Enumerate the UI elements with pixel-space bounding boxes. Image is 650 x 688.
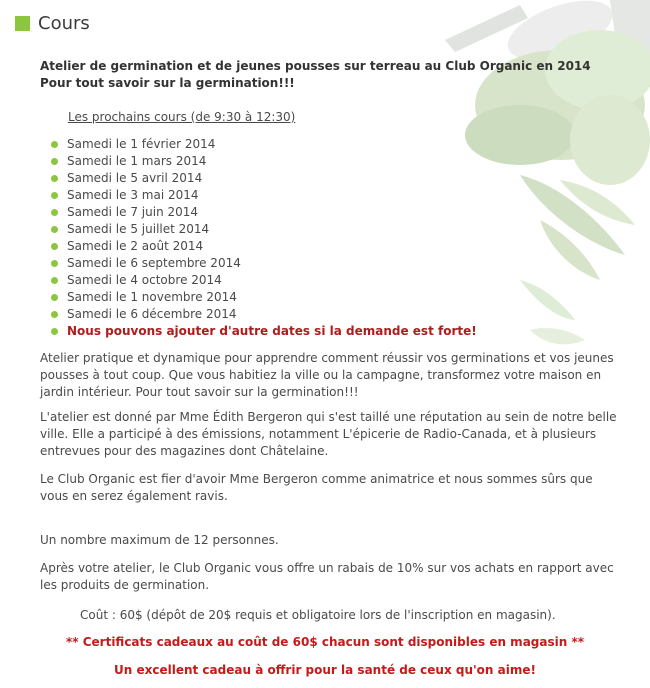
bullet-dot-icon: [51, 311, 58, 318]
list-item: Samedi le 1 février 2014: [51, 136, 477, 153]
section-title: Cours: [38, 12, 90, 34]
bullet-dot-icon: [51, 277, 58, 284]
list-item: Samedi le 1 mars 2014: [51, 153, 477, 170]
gift-certificates-text: ** Certificats cadeaux au coût de 60$ chacun sont disponibles en magasin **: [65, 635, 584, 649]
list-item: Samedi le 2 août 2014: [51, 238, 477, 255]
schedule-heading: Les prochains cours (de 9:30 à 12:30): [68, 110, 296, 124]
gift-tagline-text: Un excellent cadeau à offrir pour la santé de ceux qu'on aime!: [114, 663, 536, 677]
dates-note: Nous pouvons ajouter d'autre dates si la demande est forte!: [51, 323, 477, 340]
bullet-dot-icon: [51, 209, 58, 216]
bullet-dot-icon: [51, 226, 58, 233]
list-item: Samedi le 7 juin 2014: [51, 204, 477, 221]
course-dates-list: [51, 136, 477, 340]
headline-line-1: Atelier de germination et de jeunes pousses sur terreau au Club Organic en 2014: [40, 59, 591, 73]
bullet-dot-icon: [51, 260, 58, 267]
list-item: Samedi le 1 novembre 2014: [51, 289, 477, 306]
section-header: [15, 11, 90, 35]
list-item: Samedi le 3 mai 2014: [51, 187, 477, 204]
bullet-dot-icon: [51, 141, 58, 148]
description-paragraph: Atelier pratique et dynamique pour apprendre comment réussir vos germinations et vos jeunes pousses à tout coup. Que vous habitiez la ville ou la campagne, transformez votre maison en jardin intérieur. Pour tout savoir sur la germination!!!: [40, 351, 614, 399]
list-item: Samedi le 6 décembre 2014: [51, 306, 477, 323]
headline-line-2: Pour tout savoir sur la germination!!!: [40, 76, 295, 90]
bullet-dot-icon: [51, 328, 58, 335]
section-square-icon: [15, 16, 30, 31]
bullet-dot-icon: [51, 158, 58, 165]
bullet-dot-icon: [51, 294, 58, 301]
capacity-paragraph: Un nombre maximum de 12 personnes.: [40, 533, 279, 547]
course-headline: [40, 58, 600, 92]
instructor-paragraph: L'atelier est donné par Mme Édith Bergeron qui s'est taillé une réputation au sein de notre belle ville. Elle a participé à des émissions, notamment L'épicerie de Radio-Canada, et à plusieurs entrevues pour des magazines dont Châtelaine.: [40, 410, 617, 458]
cost-text: Coût : 60$ (dépôt de 20$ requis et obligatoire lors de l'inscription en magasin).: [80, 608, 556, 622]
bullet-dot-icon: [51, 243, 58, 250]
list-item: Samedi le 5 juillet 2014: [51, 221, 477, 238]
discount-paragraph: Après votre atelier, le Club Organic vous offre un rabais de 10% sur vos achats en rapport avec les produits de germination.: [40, 561, 614, 592]
list-item: Samedi le 5 avril 2014: [51, 170, 477, 187]
bullet-dot-icon: [51, 192, 58, 199]
bullet-dot-icon: [51, 175, 58, 182]
pride-paragraph: Le Club Organic est fier d'avoir Mme Bergeron comme animatrice et nous sommes sûrs que vous en serez également ravis.: [40, 472, 593, 503]
list-item: Samedi le 6 septembre 2014: [51, 255, 477, 272]
list-item: Samedi le 4 octobre 2014: [51, 272, 477, 289]
